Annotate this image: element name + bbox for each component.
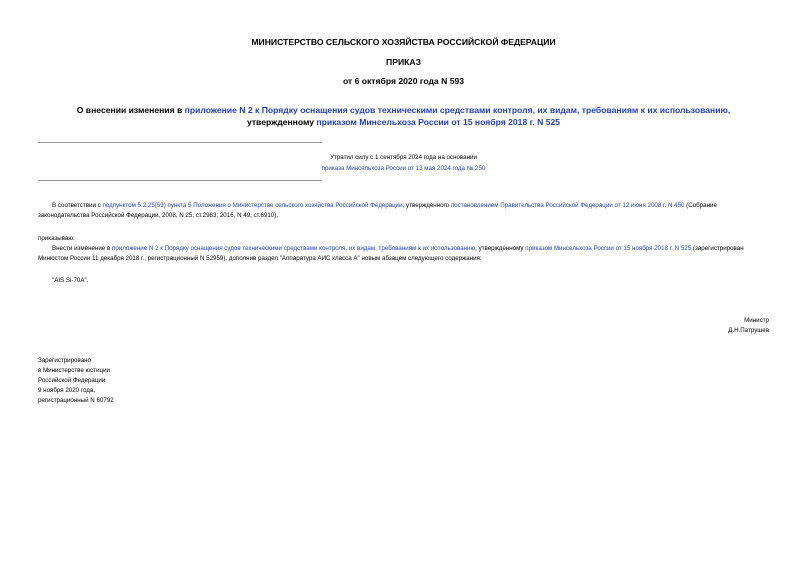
- registration-line: регистрационный N 60792: [38, 397, 114, 404]
- amendment-link-appendix[interactable]: приложение N 2 к Порядку оснащения судов техническими средствами контроля, их видам, требованиям к их использованию: [111, 245, 476, 252]
- paragraph-order: приказываю:: [38, 235, 75, 242]
- paragraph-basis: [38, 201, 769, 221]
- divider-top: [38, 142, 322, 143]
- basis-text: В соответствии с: [52, 202, 103, 209]
- title-link-appendix[interactable]: приложение N 2 к Порядку оснащения судов техническими средствами контроля, их видам, требованиям к их использованию,: [184, 105, 731, 115]
- title-text: О внесении изменения в: [76, 105, 185, 115]
- basis-text: (Собрание законодательства Российской Федерации, 2008, N 25, ст.2983; 2016, N 49, ст.6910),: [38, 202, 717, 219]
- lost-force-note: [180, 152, 627, 174]
- registration-line: Зарегистрировано: [38, 357, 91, 364]
- lost-force-link[interactable]: приказа Минсельхоза России от 13 мая 2024 года № 250: [321, 165, 486, 172]
- amendment-text: , утвержденному: [475, 245, 526, 252]
- basis-link-regulation[interactable]: подпунктом 5.2.25(59) пункта 5 Положения о Министерстве сельского хозяйства Российской Федерации: [102, 202, 403, 209]
- basis-text: , утвержденного: [402, 202, 451, 209]
- date-number-heading: от 6 октября 2020 года N 593: [342, 76, 465, 86]
- lost-force-text: Утратил силу с 1 сентября 2024 года на основании: [330, 154, 477, 161]
- ministry-heading: МИНИСТЕРСТВО СЕЛЬСКОГО ХОЗЯЙСТВА РОССИЙСКОЙ ФЕДЕРАЦИИ: [251, 37, 556, 47]
- registration-line: 9 ноября 2020 года,: [38, 387, 96, 394]
- basis-link-resolution[interactable]: постановлением Правительства Российской Федерации от 12 июня 2008 г. N 450: [450, 202, 685, 209]
- paragraph-new-entry: "AIS Si-70A".: [52, 277, 89, 284]
- amendment-text: Внести изменение в: [52, 245, 112, 252]
- amendment-link-order[interactable]: приказом Минсельхоза России от 15 ноября 2018 г. N 525: [525, 245, 692, 252]
- document-title: [40, 104, 767, 128]
- title-link-order[interactable]: приказом Минсельхоза России от 15 ноября 2018 г. N 525: [316, 117, 561, 127]
- registration-line: Российской Федерации: [38, 377, 106, 384]
- divider-bottom: [38, 180, 322, 181]
- registration-block: [38, 356, 114, 406]
- doc-type-heading: ПРИКАЗ: [386, 57, 421, 67]
- signature-position: Министр: [744, 317, 769, 324]
- amendment-text: (зарегистрирован Минюстом России 11 декабря 2018 г., регистрационный N 52959), дополнив раздел "Аппаратура АИС класса А" новым абзацем следующего содержания:: [38, 245, 744, 262]
- paragraph-amendment: [38, 244, 769, 264]
- title-text: утвержденному: [246, 117, 317, 127]
- registration-line: в Министерстве юстиции: [38, 367, 111, 374]
- signature-block: [728, 316, 769, 336]
- signature-name: Д.Н.Патрушев: [728, 327, 769, 334]
